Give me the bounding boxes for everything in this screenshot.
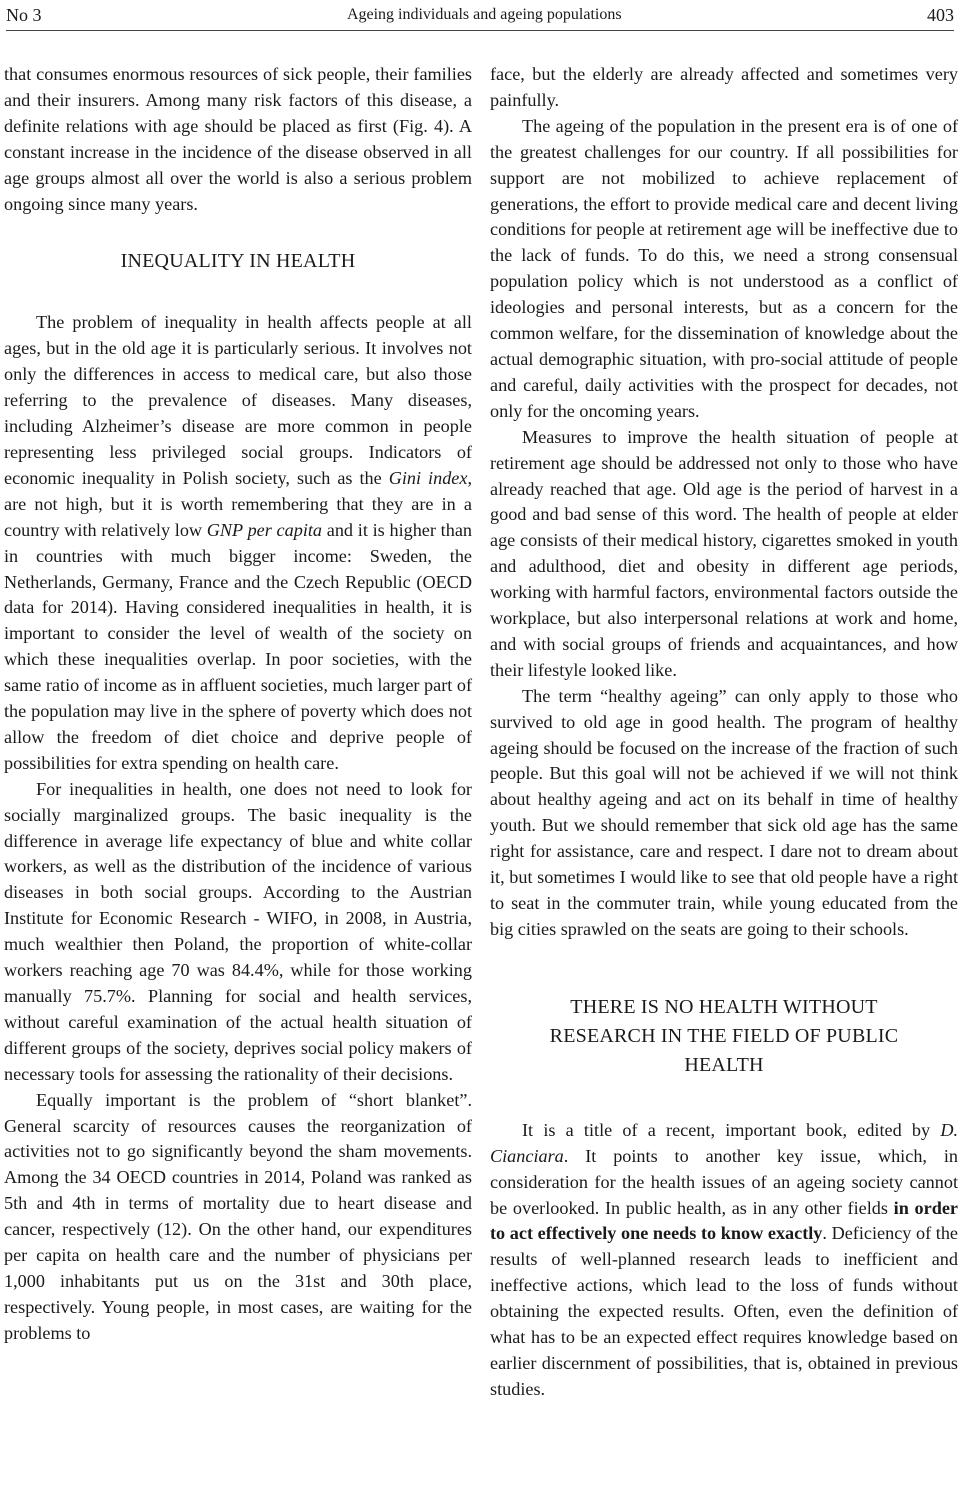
running-header xyxy=(6,0,954,31)
left-column xyxy=(4,62,472,1347)
italic-term: Gini index xyxy=(388,467,468,488)
page-number: 403 xyxy=(927,4,954,25)
section-heading-inequality: INEQUALITY IN HEALTH xyxy=(120,250,356,273)
paragraph: It is a title of a recent, important book, edited by D. Cianciara. It points to another key issue, which, in consideration for the health issues of an ageing society cannot be overlooked. In public health, as in any other fields in order to act effectively one needs to know exactly. Deficiency of the results of well-planned research leads to inefficient and ineffective actions, which lead to the loss of funds without obtaining the expected results. Often, even the definition of what has to be an expected effect requires knowledge based on earlier discernment of possibilities, that is, obtained in previous studies. xyxy=(490,1119,958,1399)
italic-term: GNP per capita xyxy=(206,519,323,540)
paragraph: The problem of inequality in health affects people at all ages, but in the old age it is particularly serious. It involves not only the differences in access to medical care, but also those referring to the prevalence of diseases. Many diseases, including Alzheimer’s disease are more common in people representing less privileged social groups. Indicators of economic inequality in Polish society, such as the Gini index, are not high, but it is worth remembering that they are in a country with relatively low GNP per capita and it is higher than in countries with much bigger income: Sweden, the Netherlands, Germany, France and the Czech Republic (OECD data for 2014). Having considered inequalities in health, it is important to consider the level of wealth of the society on which these inequalities overlap. In poor societies, with the same ratio of income as in affluent societies, much larger part of the population may live in the sphere of poverty which does not allow the freedom of diet choice and deprive people of possibilities for extra spending on health care. xyxy=(4,312,472,773)
issue-number: No 3 xyxy=(6,4,42,25)
paragraph: Measures to improve the health situation of people at retirement age should be addressed not only to those who have already reached that age. Old age is the period of harvest in a good and bad sense of this word. The health of people at elder age consists of their medical history, cigarettes smoked in youth and adulthood, diet and obesity in different age periods, working with harmful factors, environmental factors outside the workplace, but also interpersonal relations at work and home, and with social groups of friends and acquaintances, and how their lifestyle looked like. xyxy=(490,426,958,680)
paragraph: face, but the elderly are already affected and sometimes very painfully. xyxy=(490,64,958,110)
paragraph: The term “healthy ageing” can only apply to those who survived to old age in good health. The program of healthy ageing should be focused on the increase of the fraction of such people. But this goal will not be achieved if we will not think about healthy ageing and act on its behalf in time of healthy youth. But we should remember that sick old age has the same right for assistance, care and respect. I dare not to dream about it, but sometimes I would like to see that old people have a right to seat in the commuter train, while young educated from the big cities sprawled on the seats are going to their schools. xyxy=(490,685,958,939)
paragraph: that consumes enormous resources of sick people, their families and their insurers. Among many risk factors of this disease, a definite relations with age should be placed as first (Fig. 4). A constant increase in the incidence of the disease observed in all age groups almost all over the world is also a serious problem ongoing since many years. xyxy=(4,64,472,214)
paragraph: The ageing of the population in the present era is of one of the greatest challenges for our country. If all possibilities for support are not mobilized to achieve replacement of generations, the effort to provide medical care and decent living conditions for people at retirement age will be ineffective due to the lack of funds. To do this, we need a strong consensual population policy which is not understood as a conflict of ideologies and personal interests, but as a concern for the common welfare, for the dissemination of knowledge about the actual demographic situation, with pro-social attitude of people and careful, daily activities with the prospect for decades, not only for the oncoming years. xyxy=(490,115,958,421)
bold-phrase: in order to act effectively one needs to know exactly xyxy=(490,1197,958,1244)
paragraph: For inequalities in health, one does not need to look for socially marginalized groups. The basic inequality is the difference in average life expectancy of blue and white collar workers, as well as the distribution of the incidence of various diseases in both social groups. According to the Austrian Institute for Economic Research - WIFO, in 2008, in Austria, much wealthier then Poland, the proportion of white-collar workers reaching age 70 was 84.4%, while for those working manually 75.7%. Planning for social and health services, without careful examination of the actual health situation of different groups of the society, deprives social policy makers of necessary tools for assessing the rationality of their decisions. xyxy=(4,778,472,1084)
running-title: Ageing individuals and ageing populations xyxy=(346,6,622,23)
section-heading-research: THERE IS NO HEALTH WITHOUT RESEARCH IN THE FIELD OF PUBLIC HEALTH xyxy=(549,995,899,1076)
editor-name: D. Cianciara xyxy=(490,1119,958,1166)
paragraph: Equally important is the problem of “short blanket”. General scarcity of resources causes the reorganization of activities not to go significantly beyond the sham movements. Among the 34 OECD countries in 2014, Poland was ranked as 5th and 4th in terms of mortality due to heart disease and cancer, respectively (12). On the other hand, our expenditures per capita on health care and the number of physicians per 1,000 inhabitants put us on the 31st and 30th place, respectively. Young people, in most cases, are waiting for the problems to xyxy=(4,1089,472,1343)
right-column xyxy=(490,62,958,1403)
